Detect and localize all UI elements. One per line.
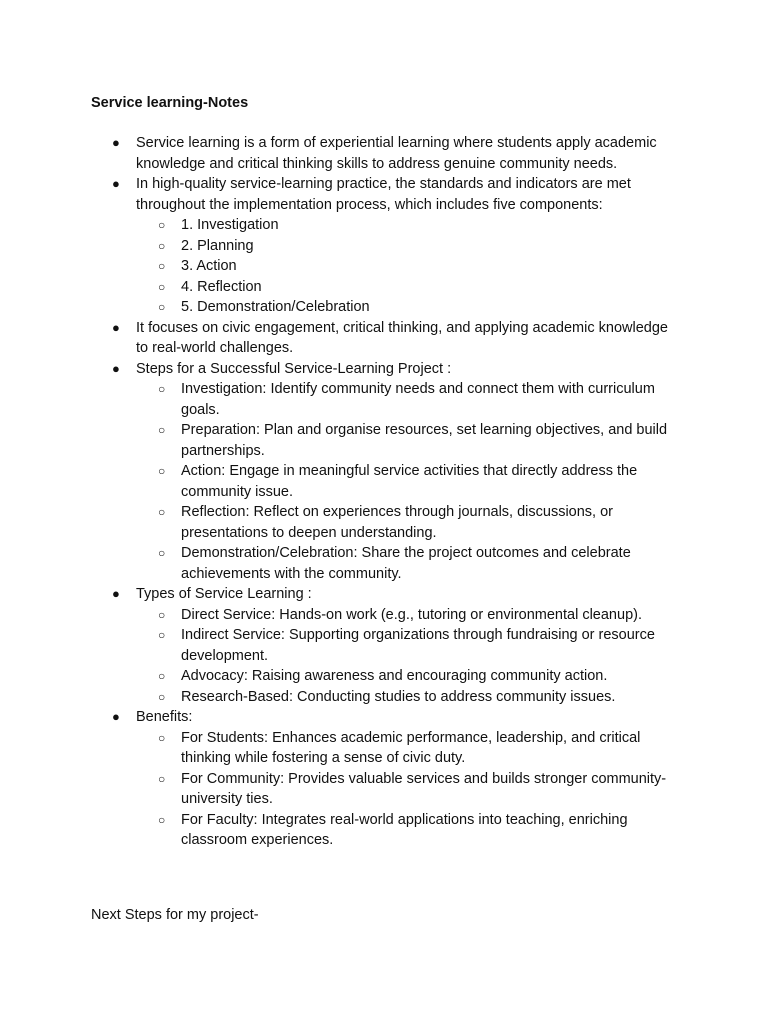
sub-list-item <box>136 215 671 236</box>
list-item <box>0 584 676 707</box>
sub-list-item <box>136 502 671 543</box>
next-steps-heading: Next Steps for my project- <box>91 907 259 923</box>
sub-list-item <box>136 379 671 420</box>
sub-list <box>136 215 676 318</box>
page-title: Service learning-Notes <box>91 95 249 111</box>
sub-list-item <box>136 461 671 502</box>
circle-bullet-icon: ○ <box>158 546 166 560</box>
sub-list <box>136 728 676 851</box>
circle-bullet-icon: ○ <box>158 689 166 704</box>
sub-list-item <box>136 625 671 666</box>
list-item <box>0 174 676 318</box>
sub-list-item <box>136 728 671 769</box>
list-item-text: In high-quality service-learning practice, the standards and indicators are met throughout the implementation process, which includes five components: <box>136 176 631 213</box>
list-item-text: Steps for a Successful Service-Learning Project : <box>136 360 452 377</box>
bullet-icon: ● <box>112 176 120 191</box>
sub-list-item <box>136 420 671 461</box>
sub-list-item-text: Research-Based: Conducting studies to address community issues. <box>181 688 616 705</box>
circle-bullet-icon: ○ <box>158 279 166 294</box>
circle-bullet-icon: ○ <box>158 300 166 314</box>
sub-list-item-text: Reflection: Reflect on experiences through journals, discussions, or presentations to deepen understanding. <box>181 504 614 541</box>
sub-list-item-text: Indirect Service: Supporting organizations through fundraising or resource development. <box>181 627 655 664</box>
circle-bullet-icon: ○ <box>158 505 166 519</box>
sub-list-item <box>136 543 671 584</box>
sub-list-item <box>136 297 671 318</box>
list-item <box>0 707 676 851</box>
circle-bullet-icon: ○ <box>158 628 166 642</box>
sub-list-item <box>136 256 671 277</box>
list-item <box>0 133 676 174</box>
circle-bullet-icon: ○ <box>158 464 166 478</box>
sub-list-item-text: Preparation: Plan and organise resources, set learning objectives, and build partnerships. <box>181 422 668 459</box>
circle-bullet-icon: ○ <box>158 669 166 683</box>
sub-list-item-text: Direct Service: Hands-on work (e.g., tutoring or environmental cleanup). <box>181 606 642 623</box>
circle-bullet-icon: ○ <box>158 218 166 232</box>
bullet-icon: ● <box>112 319 120 335</box>
sub-list-item <box>136 687 671 708</box>
list-item-text: Types of Service Learning : <box>136 586 312 602</box>
list-item-text: It focuses on civic engagement, critical thinking, and applying academic knowledge to real-world challenges. <box>136 319 668 356</box>
sub-list-item <box>136 769 671 810</box>
sub-list <box>136 379 676 584</box>
sub-list-item-text: For Students: Enhances academic performance, leadership, and critical thinking while fostering a sense of civic duty. <box>181 729 641 766</box>
sub-list-item-text: 4. Reflection <box>181 278 262 295</box>
list-item-text: Benefits: <box>136 709 193 725</box>
circle-bullet-icon: ○ <box>158 259 166 273</box>
sub-list-item-text: Demonstration/Celebration: Share the project outcomes and celebrate achievements with the community. <box>181 545 631 582</box>
bullet-icon: ● <box>112 586 120 601</box>
sub-list-item-text: 2. Planning <box>181 237 254 254</box>
sub-list-item-text: Action: Engage in meaningful service activities that directly address the community issue. <box>181 463 638 500</box>
circle-bullet-icon: ○ <box>158 423 166 437</box>
circle-bullet-icon: ○ <box>158 607 166 622</box>
sub-list-item-text: Investigation: Identify community needs and connect them with curriculum goals. <box>181 381 655 418</box>
circle-bullet-icon: ○ <box>158 730 166 745</box>
sub-list-item <box>136 277 671 298</box>
circle-bullet-icon: ○ <box>158 382 166 396</box>
sub-list-item-text: 5. Demonstration/Celebration <box>181 299 370 315</box>
sub-list-item <box>136 605 671 626</box>
sub-list-item-text: 3. Action <box>181 258 237 274</box>
circle-bullet-icon: ○ <box>158 238 166 253</box>
list-item-text: Service learning is a form of experiential learning where students apply academic knowledge and critical thinking skills to address genuine community needs. <box>136 135 657 172</box>
bullet-icon: ● <box>112 709 120 724</box>
circle-bullet-icon: ○ <box>158 812 166 827</box>
sub-list-item-text: For Faculty: Integrates real-world applications into teaching, enriching classroom experiences. <box>181 811 628 848</box>
bullet-icon: ● <box>112 135 120 150</box>
sub-list-item <box>136 666 671 687</box>
notes-list <box>0 133 768 851</box>
sub-list-item-text: Advocacy: Raising awareness and encouraging community action. <box>181 668 608 684</box>
list-item <box>0 318 676 359</box>
bullet-icon: ● <box>112 360 120 376</box>
sub-list-item <box>136 810 671 851</box>
sub-list-item <box>136 236 671 257</box>
list-item <box>0 359 676 585</box>
sub-list-item-text: For Community: Provides valuable services and builds stronger community-university ties. <box>181 770 667 807</box>
sub-list <box>136 605 676 708</box>
sub-list-item-text: 1. Investigation <box>181 217 279 233</box>
circle-bullet-icon: ○ <box>158 771 166 786</box>
